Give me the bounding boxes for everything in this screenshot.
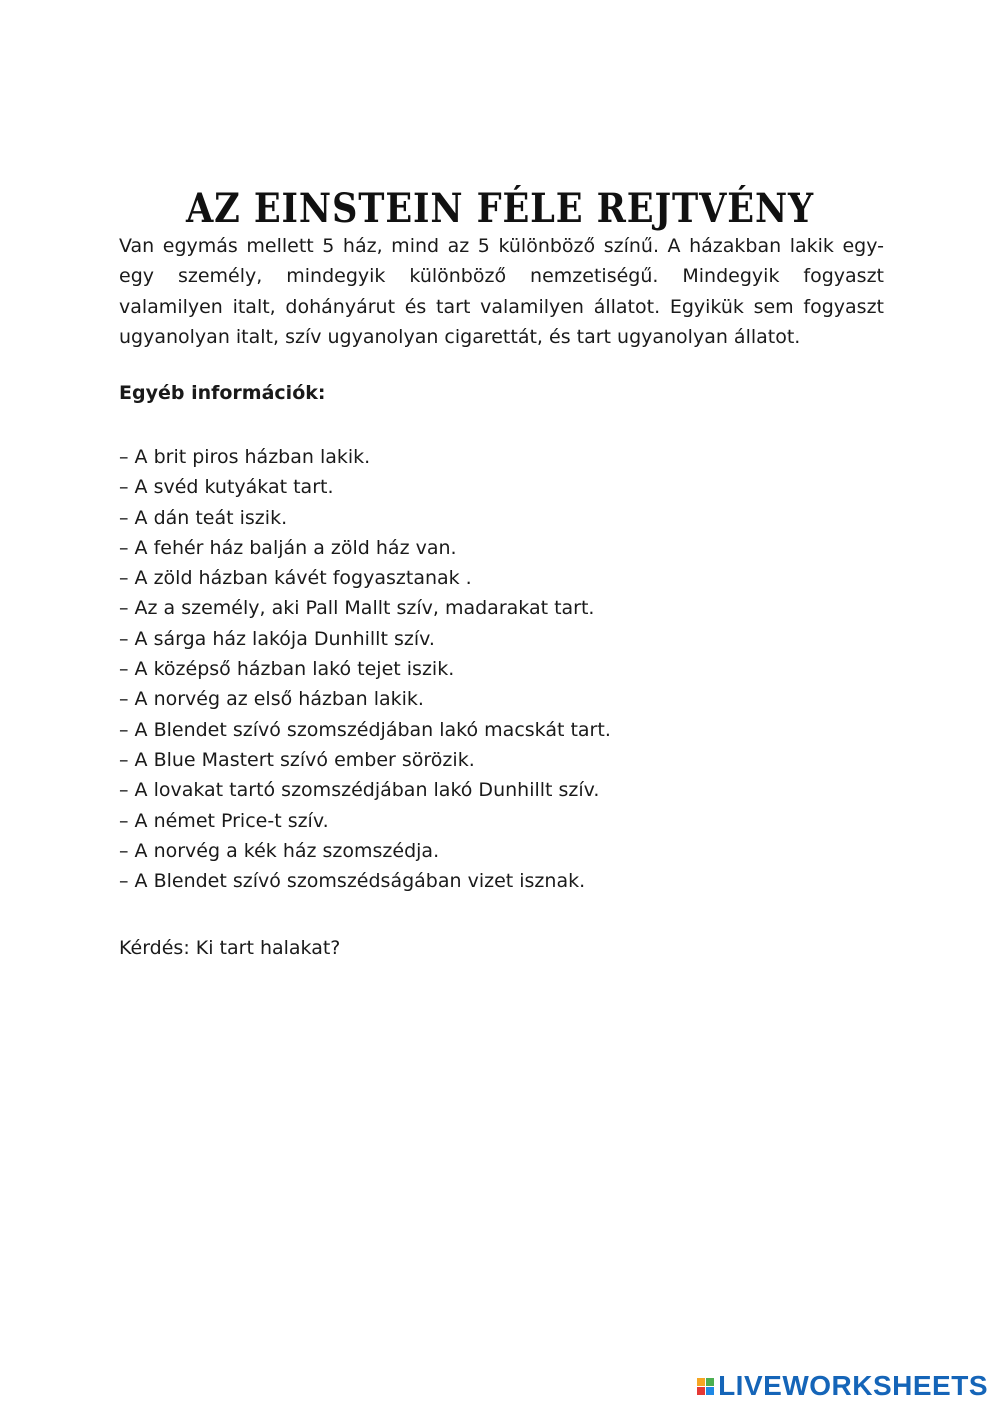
clues-heading: Egyéb információk: [119, 382, 326, 404]
clue-item: – A norvég az első házban lakik. [119, 688, 424, 711]
logo-square [706, 1378, 714, 1386]
clue-item: – A norvég a kék ház szomszédja. [119, 839, 440, 862]
clue-item: – A dán teát iszik. [119, 506, 288, 529]
intro-paragraph: Van egymás mellett 5 ház, mind az 5 különböző színű. A házakban lakik egy-egy személy, mindegyik különböző nemzetiségű. Mindegyik fogyaszt valamilyen italt, dohányárut és tart valamilyen állatot. Egyikük sem fogyaszt ugyanolyan italt, szív ugyanolyan cigarettát, és tart ugyanolyan állatot. [119, 235, 884, 348]
clue-item: – A Blendet szívó szomszédjában lakó macskát tart. [119, 718, 611, 741]
clue-item: – Az a személy, aki Pall Mallt szív, madarakat tart. [119, 597, 595, 620]
clue-item: – A német Price-t szív. [119, 809, 329, 832]
logo-square [697, 1378, 705, 1386]
question-text: Kérdés: Ki tart halakat? [119, 937, 341, 959]
clue-item: – A fehér ház balján a zöld ház van. [119, 536, 457, 559]
logo-square [706, 1387, 714, 1395]
clue-item: – A svéd kutyákat tart. [119, 476, 334, 499]
clues-list [119, 442, 611, 896]
clue-item: – A lovakat tartó szomszédjában lakó Dunhillt szív. [119, 779, 600, 802]
logo-square [697, 1387, 705, 1395]
clue-item: – A zöld házban kávét fogyasztanak . [119, 567, 472, 590]
watermark-text: LIVEWORKSHEETS [718, 1370, 988, 1401]
liveworksheets-watermark [697, 1370, 988, 1402]
clue-item: – A Blue Mastert szívó ember sörözik. [119, 748, 475, 771]
page-title: AZ EINSTEIN FÉLE REJTVÉNY [185, 184, 815, 232]
clue-item: – A brit piros házban lakik. [119, 446, 371, 468]
liveworksheets-logo-icon [697, 1373, 714, 1399]
clue-item: – A középső házban lakó tejet iszik. [119, 658, 455, 681]
clue-item: – A sárga ház lakója Dunhillt szív. [119, 627, 435, 650]
clue-item: – A Blendet szívó szomszédságában vizet isznak. [119, 870, 586, 893]
